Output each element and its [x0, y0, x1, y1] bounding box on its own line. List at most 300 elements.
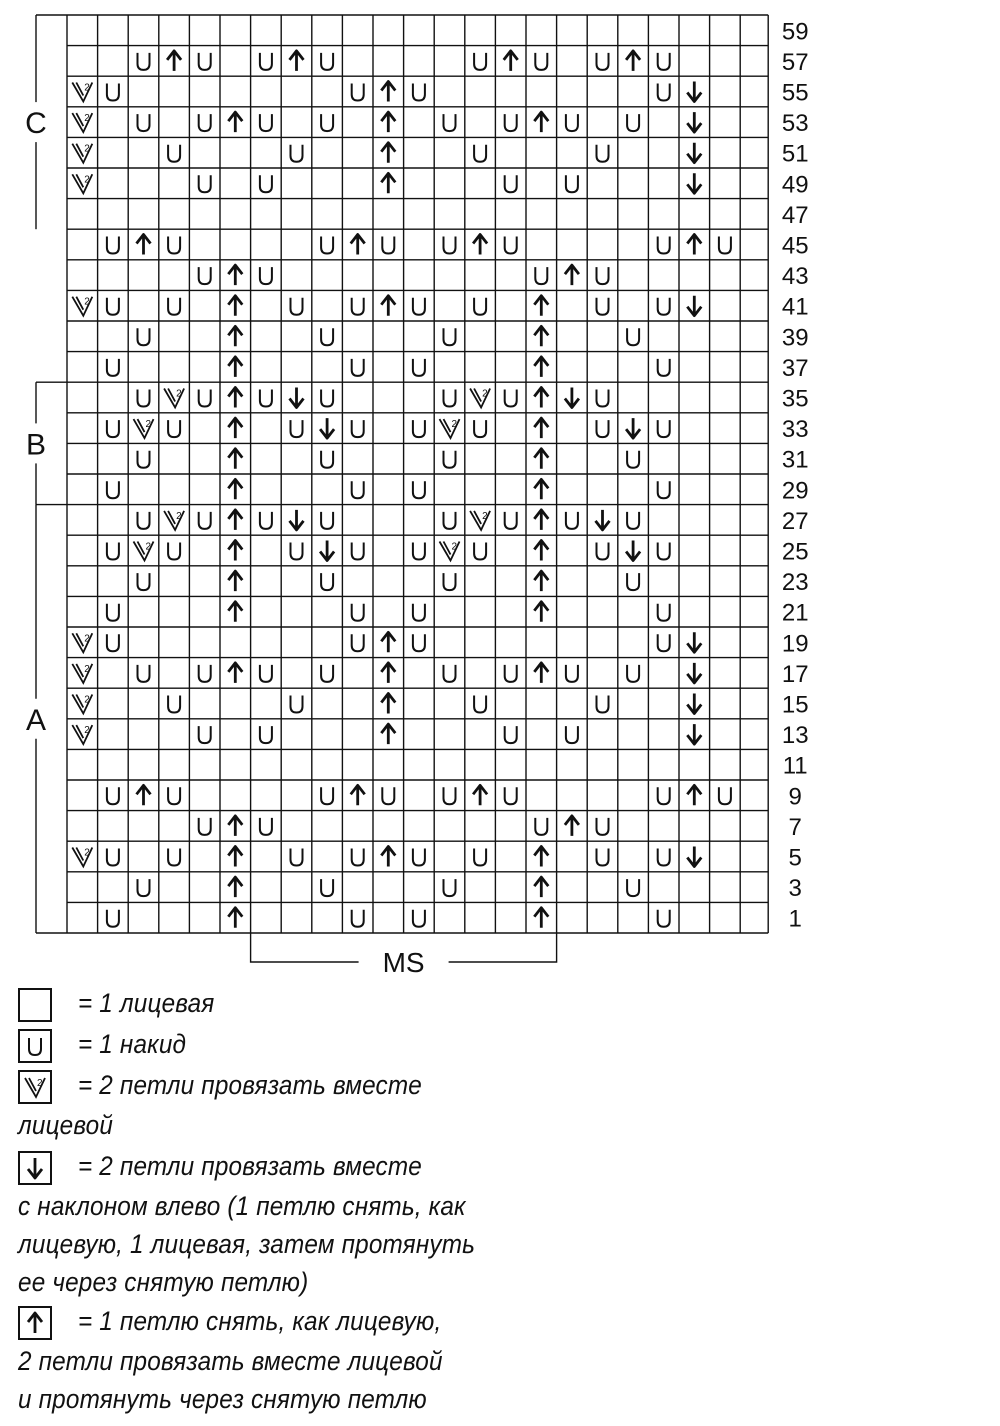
k2tog-numeral: 2	[84, 725, 90, 737]
k2tog-numeral: 2	[176, 510, 182, 522]
yarn-over-symbol	[260, 114, 272, 131]
sk2p-symbol	[534, 418, 548, 438]
yarn-over-symbol	[352, 849, 364, 866]
yarn-over-symbol	[352, 84, 364, 101]
row-number: 37	[781, 354, 809, 382]
yarn-over-symbol	[321, 573, 333, 590]
k2tog-numeral: 2	[84, 82, 90, 94]
yarn-over-symbol	[474, 420, 486, 437]
repeat-bracket-left	[251, 933, 359, 962]
yarn-over-symbol	[444, 451, 456, 468]
yarn-over-symbol	[413, 84, 425, 101]
yarn-over-symbol	[321, 787, 333, 804]
row-number: 29	[781, 477, 809, 505]
row-number: 33	[781, 416, 809, 444]
legend-label: = 1 накид	[78, 1029, 187, 1059]
yarn-over-symbol	[505, 390, 517, 407]
ssk-symbol	[596, 510, 610, 530]
yarn-over-symbol	[658, 420, 670, 437]
row-number: 47	[781, 201, 809, 229]
yarn-over-symbol	[658, 849, 670, 866]
sk2p-symbol	[228, 847, 242, 867]
sk2p-symbol	[228, 908, 242, 928]
k2tog-numeral: 2	[84, 847, 90, 859]
yarn-over-symbol	[107, 543, 119, 560]
row-number: 1	[788, 905, 802, 933]
yarn-over-symbol	[566, 114, 578, 131]
section-brackets	[25, 15, 67, 933]
sk2p-symbol	[228, 541, 242, 561]
sk2p-symbol	[228, 571, 242, 591]
yarn-over-symbol	[444, 573, 456, 590]
sk2p-symbol	[534, 877, 548, 897]
ssk-symbol	[687, 112, 701, 132]
yarn-over-symbol	[321, 237, 333, 254]
sk2p-symbol	[228, 418, 242, 438]
legend-label: = 2 петли провязать вместе	[78, 1070, 422, 1100]
yarn-over-symbol	[597, 145, 609, 162]
yarn-over-symbol	[138, 879, 150, 896]
yarn-over-symbol	[321, 390, 333, 407]
yarn-over-symbol	[474, 145, 486, 162]
sk2p-symbol	[228, 112, 242, 132]
yarn-over-symbol	[658, 543, 670, 560]
sk2p-symbol	[381, 847, 395, 867]
sk2p-symbol	[228, 602, 242, 622]
yarn-over-symbol	[321, 328, 333, 345]
yarn-over-symbol	[291, 145, 303, 162]
row-number: 51	[781, 140, 809, 168]
sk2p-symbol	[534, 479, 548, 499]
repeat-bracket-right	[449, 933, 557, 962]
sk2p-symbol	[504, 51, 518, 71]
yarn-over-symbol	[658, 634, 670, 651]
yarn-over-symbol	[138, 451, 150, 468]
sk2p-symbol	[381, 173, 395, 193]
yarn-over-symbol	[535, 53, 547, 70]
legend-label-continuation: лицевой	[18, 1110, 114, 1140]
yarn-over-symbol	[199, 818, 211, 835]
k2tog-numeral: 2	[145, 541, 152, 553]
yarn-over-symbol	[352, 543, 364, 560]
legend-ssk-icon	[18, 1151, 52, 1185]
yarn-over-symbol	[658, 237, 670, 254]
sk2p-symbol	[381, 632, 395, 652]
sk2p-symbol	[473, 785, 487, 805]
legend-label: = 2 петли провязать вместе	[78, 1151, 422, 1181]
yarn-over-symbol	[107, 481, 119, 498]
legend-yarn-over-icon	[18, 1029, 52, 1063]
sk2p-symbol	[534, 541, 548, 561]
yarn-over-symbol	[658, 787, 670, 804]
yarn-over-symbol	[321, 114, 333, 131]
sk2p-symbol	[534, 449, 548, 469]
row-number: 17	[781, 660, 809, 688]
sk2p-symbol	[137, 785, 151, 805]
section-label: C	[25, 107, 47, 141]
sk2p-symbol	[351, 235, 365, 255]
yarn-over-symbol	[107, 634, 119, 651]
yarn-over-symbol	[138, 573, 150, 590]
ssk-symbol	[687, 82, 701, 102]
k2tog-numeral: 2	[84, 174, 90, 186]
yarn-over-symbol	[474, 696, 486, 713]
yarn-over-symbol	[658, 604, 670, 621]
row-number: 15	[781, 691, 809, 719]
sk2p-symbol	[565, 265, 579, 285]
yarn-over-symbol	[199, 114, 211, 131]
k2tog-numeral: 2	[84, 663, 90, 675]
row-number: 39	[781, 324, 809, 352]
yarn-over-symbol	[597, 267, 609, 284]
k2tog-numeral: 2	[482, 388, 488, 400]
yarn-over-symbol	[168, 237, 180, 254]
sk2p-symbol	[534, 663, 548, 683]
legend-label-continuation: 2 петли провязать вместе лицевой	[18, 1346, 443, 1376]
sk2p-symbol	[534, 296, 548, 316]
sk2p-symbol	[381, 112, 395, 132]
yarn-over-symbol	[199, 53, 211, 70]
legend-sk2p-icon	[18, 1306, 52, 1340]
sk2p-symbol	[687, 785, 701, 805]
yarn-over-symbol	[138, 390, 150, 407]
row-number: 3	[788, 875, 802, 903]
yarn-over-symbol	[413, 604, 425, 621]
section-label: A	[25, 703, 47, 737]
yarn-over-symbol	[138, 53, 150, 70]
ssk-symbol	[626, 541, 640, 561]
yarn-over-symbol	[444, 328, 456, 345]
yarn-over-symbol	[107, 604, 119, 621]
row-number: 23	[781, 569, 809, 597]
legend-label-continuation: лицевую, 1 лицевая, затем протянуть	[18, 1229, 476, 1259]
yarn-over-symbol	[505, 175, 517, 192]
yarn-over-symbol	[627, 512, 639, 529]
yarn-over-symbol	[260, 267, 272, 284]
yarn-over-symbol	[658, 481, 670, 498]
sk2p-symbol	[228, 449, 242, 469]
legend-k2tog-icon	[18, 1070, 52, 1104]
sk2p-symbol	[534, 357, 548, 377]
yarn-over-symbol	[444, 665, 456, 682]
yarn-over-symbol	[107, 420, 119, 437]
k2tog-numeral: 2	[176, 388, 182, 400]
yarn-over-symbol	[719, 237, 731, 254]
yarn-over-symbol	[505, 665, 517, 682]
ssk-symbol	[687, 847, 701, 867]
yarn-over-symbol	[352, 298, 364, 315]
sk2p-symbol	[626, 51, 640, 71]
ssk-symbol	[28, 1158, 42, 1178]
yarn-over-symbol	[413, 420, 425, 437]
k2tog-numeral: 2	[84, 143, 90, 155]
k2tog-numeral: 2	[451, 419, 458, 431]
yarn-over-symbol	[658, 84, 670, 101]
sk2p-symbol	[565, 816, 579, 836]
sk2p-symbol	[228, 296, 242, 316]
yarn-over-symbol	[719, 787, 731, 804]
yarn-over-symbol	[627, 665, 639, 682]
yarn-over-symbol	[107, 298, 119, 315]
row-number: 43	[781, 263, 809, 291]
yarn-over-symbol	[413, 543, 425, 560]
ssk-symbol	[687, 663, 701, 683]
row-number: 53	[781, 110, 809, 138]
yarn-over-symbol	[658, 359, 670, 376]
yarn-over-symbol	[444, 879, 456, 896]
sk2p-symbol	[228, 663, 242, 683]
yarn-over-symbol	[444, 390, 456, 407]
row-number: 11	[782, 752, 808, 780]
sk2p-symbol	[534, 510, 548, 530]
yarn-over-symbol	[474, 849, 486, 866]
ssk-symbol	[290, 388, 304, 408]
yarn-over-symbol	[627, 114, 639, 131]
yarn-over-symbol	[658, 53, 670, 70]
yarn-over-symbol	[291, 298, 303, 315]
k2tog-numeral: 2	[84, 694, 90, 706]
sk2p-symbol	[534, 112, 548, 132]
k2tog-numeral: 2	[145, 419, 152, 431]
yarn-over-symbol	[352, 481, 364, 498]
yarn-over-symbol	[352, 604, 364, 621]
sk2p-symbol	[534, 571, 548, 591]
ssk-symbol	[626, 418, 640, 438]
yarn-over-symbol	[321, 879, 333, 896]
legend-label: = 1 лицевая	[78, 988, 215, 1018]
sk2p-symbol	[228, 479, 242, 499]
yarn-over-symbol	[168, 787, 180, 804]
yarn-over-symbol	[505, 114, 517, 131]
sk2p-symbol	[28, 1313, 42, 1333]
row-number: 13	[781, 722, 809, 750]
sk2p-symbol	[228, 388, 242, 408]
sk2p-symbol	[534, 602, 548, 622]
yarn-over-symbol	[260, 390, 272, 407]
sk2p-symbol	[228, 877, 242, 897]
yarn-over-symbol	[260, 818, 272, 835]
yarn-over-symbol	[566, 726, 578, 743]
yarn-over-symbol	[597, 390, 609, 407]
yarn-over-symbol	[199, 726, 211, 743]
sk2p-symbol	[381, 82, 395, 102]
ssk-symbol	[687, 632, 701, 652]
sk2p-symbol	[534, 388, 548, 408]
k2tog-numeral: 2	[482, 510, 488, 522]
yarn-over-symbol	[597, 298, 609, 315]
row-number: 31	[781, 446, 809, 474]
yarn-over-symbol	[260, 665, 272, 682]
yarn-over-symbol	[352, 359, 364, 376]
yarn-over-symbol	[505, 726, 517, 743]
chart-grid	[67, 15, 768, 933]
row-number: 25	[781, 538, 809, 566]
ssk-symbol	[687, 143, 701, 163]
yarn-over-symbol	[260, 175, 272, 192]
yarn-over-symbol	[627, 451, 639, 468]
yarn-over-symbol	[413, 359, 425, 376]
yarn-over-symbol	[627, 573, 639, 590]
sk2p-symbol	[381, 143, 395, 163]
legend-label: = 1 петлю снять, как лицевую,	[78, 1306, 442, 1336]
yarn-over-symbol	[168, 145, 180, 162]
k2tog-numeral: 2	[84, 113, 90, 125]
yarn-over-symbol	[138, 512, 150, 529]
yarn-over-symbol	[168, 420, 180, 437]
row-number: 9	[788, 783, 802, 811]
yarn-over-symbol	[138, 665, 150, 682]
yarn-over-symbol	[291, 543, 303, 560]
yarn-over-symbol	[107, 910, 119, 927]
yarn-over-symbol	[658, 298, 670, 315]
yarn-over-symbol	[566, 665, 578, 682]
yarn-over-symbol	[474, 53, 486, 70]
sk2p-symbol	[381, 724, 395, 744]
ssk-symbol	[320, 418, 334, 438]
yarn-over-symbol	[627, 328, 639, 345]
yarn-over-symbol	[535, 267, 547, 284]
ssk-symbol	[687, 296, 701, 316]
k2tog-numeral: 2	[451, 541, 458, 553]
row-number: 45	[781, 232, 809, 260]
yarn-over-symbol	[291, 849, 303, 866]
sk2p-symbol	[534, 908, 548, 928]
yarn-over-symbol	[597, 420, 609, 437]
yarn-over-symbol	[413, 298, 425, 315]
sk2p-symbol	[473, 235, 487, 255]
legend-knit-icon	[18, 988, 52, 1022]
sk2p-symbol	[351, 785, 365, 805]
sk2p-symbol	[534, 847, 548, 867]
yarn-over-symbol	[413, 481, 425, 498]
row-number: 21	[781, 599, 809, 627]
yarn-over-symbol	[321, 451, 333, 468]
yarn-over-symbol	[382, 237, 394, 254]
yarn-over-symbol	[413, 634, 425, 651]
yarn-over-symbol	[138, 114, 150, 131]
yarn-over-symbol	[505, 512, 517, 529]
sk2p-symbol	[290, 51, 304, 71]
yarn-over-symbol	[658, 910, 670, 927]
yarn-over-symbol	[597, 849, 609, 866]
yarn-over-symbol	[566, 175, 578, 192]
yarn-over-symbol	[597, 543, 609, 560]
ssk-symbol	[687, 694, 701, 714]
row-number: 49	[781, 171, 809, 199]
sk2p-symbol	[534, 326, 548, 346]
yarn-over-symbol	[352, 634, 364, 651]
row-number-column	[782, 18, 809, 932]
yarn-over-symbol	[566, 512, 578, 529]
ssk-symbol	[320, 541, 334, 561]
yarn-over-symbol	[352, 910, 364, 927]
yarn-over-symbol	[107, 787, 119, 804]
sk2p-symbol	[381, 663, 395, 683]
sk2p-symbol	[228, 816, 242, 836]
row-number: 41	[781, 293, 809, 321]
yarn-over-symbol	[199, 175, 211, 192]
yarn-over-symbol	[168, 298, 180, 315]
yarn-over-symbol	[138, 328, 150, 345]
row-number: 57	[781, 48, 809, 76]
yarn-over-symbol	[505, 237, 517, 254]
yarn-over-symbol	[352, 420, 364, 437]
yarn-over-symbol	[321, 512, 333, 529]
yarn-over-symbol	[291, 420, 303, 437]
k2tog-numeral: 2	[37, 1078, 43, 1089]
yarn-over-symbol	[444, 114, 456, 131]
yarn-over-symbol	[260, 512, 272, 529]
sk2p-symbol	[381, 694, 395, 714]
row-number: 59	[781, 18, 809, 46]
yarn-over-symbol	[107, 359, 119, 376]
sk2p-symbol	[228, 357, 242, 377]
yarn-over-symbol	[107, 84, 119, 101]
yarn-over-symbol	[168, 849, 180, 866]
ssk-symbol	[565, 388, 579, 408]
sk2p-symbol	[381, 296, 395, 316]
yarn-over-symbol	[107, 849, 119, 866]
sk2p-symbol	[687, 235, 701, 255]
yarn-over-symbol	[627, 879, 639, 896]
chart-symbols	[72, 51, 731, 928]
yarn-over-symbol	[321, 665, 333, 682]
yarn-over-symbol	[413, 910, 425, 927]
yarn-over-symbol	[444, 512, 456, 529]
yarn-over-symbol	[29, 1038, 41, 1055]
yarn-over-symbol	[597, 696, 609, 713]
yarn-over-symbol	[597, 818, 609, 835]
yarn-over-symbol	[474, 543, 486, 560]
yarn-over-symbol	[107, 237, 119, 254]
yarn-over-symbol	[597, 53, 609, 70]
sk2p-symbol	[167, 51, 181, 71]
legend-label-continuation: с наклоном влево (1 петлю снять, как	[18, 1191, 466, 1221]
row-number: 55	[781, 79, 809, 107]
yarn-over-symbol	[199, 665, 211, 682]
yarn-over-symbol	[444, 237, 456, 254]
sk2p-symbol	[228, 265, 242, 285]
yarn-over-symbol	[474, 298, 486, 315]
ssk-symbol	[290, 510, 304, 530]
sk2p-symbol	[137, 235, 151, 255]
legend-label-continuation: и протянуть через снятую петлю	[18, 1384, 427, 1414]
row-number: 7	[788, 813, 802, 841]
yarn-over-symbol	[199, 512, 211, 529]
yarn-over-symbol	[168, 696, 180, 713]
sk2p-symbol	[228, 326, 242, 346]
legend-label-continuation: ее через снятую петлю)	[18, 1267, 309, 1297]
yarn-over-symbol	[535, 818, 547, 835]
yarn-over-symbol	[291, 696, 303, 713]
row-number: 5	[788, 844, 802, 872]
yarn-over-symbol	[505, 787, 517, 804]
ssk-symbol	[687, 724, 701, 744]
yarn-over-symbol	[413, 849, 425, 866]
yarn-over-symbol	[321, 53, 333, 70]
repeat-bracket	[251, 933, 557, 978]
row-number: 27	[781, 507, 809, 535]
row-number: 19	[781, 630, 809, 658]
k2tog-numeral: 2	[84, 633, 90, 645]
sk2p-symbol	[228, 510, 242, 530]
yarn-over-symbol	[199, 267, 211, 284]
yarn-over-symbol	[382, 787, 394, 804]
yarn-over-symbol	[260, 53, 272, 70]
row-number: 35	[781, 385, 809, 413]
yarn-over-symbol	[444, 787, 456, 804]
yarn-over-symbol	[260, 726, 272, 743]
